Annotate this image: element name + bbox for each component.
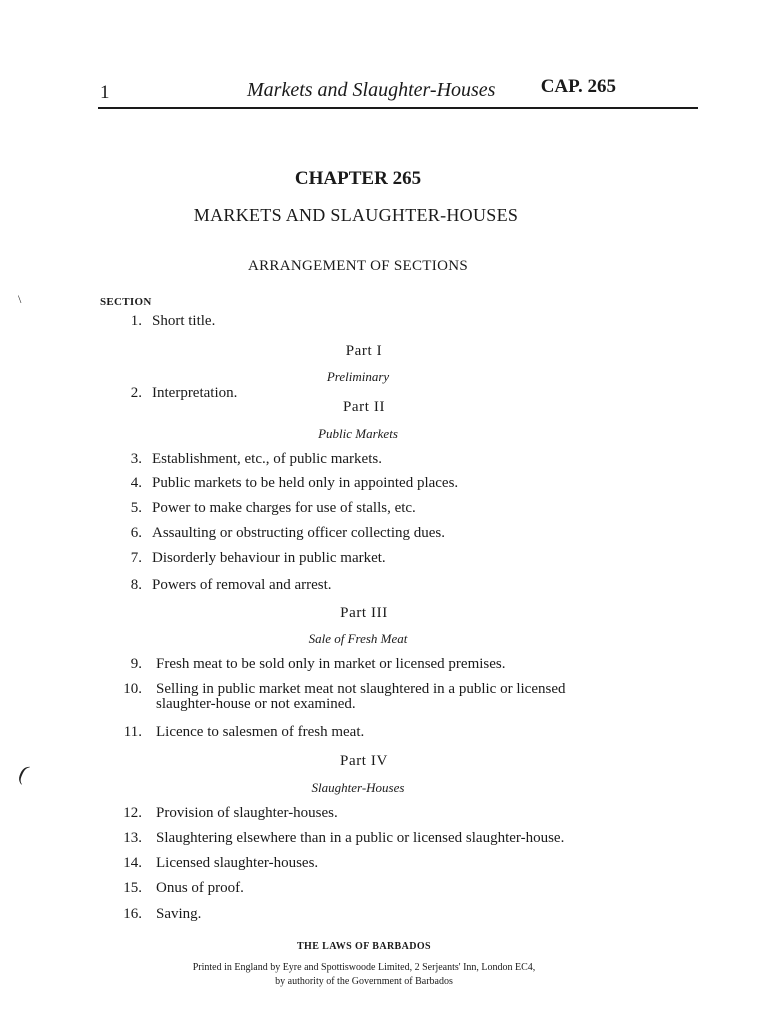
section-title: Provision of slaughter-houses. bbox=[156, 805, 338, 821]
section-number: 13. bbox=[123, 830, 142, 846]
section-number: 2. bbox=[130, 385, 142, 401]
footer-title: THE LAWS OF BARBADOS bbox=[296, 941, 432, 952]
section-title: Short title. bbox=[152, 313, 216, 329]
section-number: 4. bbox=[130, 475, 142, 491]
section-column-label: SECTION bbox=[100, 296, 152, 308]
margin-mark: \ bbox=[18, 292, 22, 306]
section-number: 15. bbox=[123, 880, 142, 896]
part-label: Part I bbox=[345, 343, 383, 359]
footer-printer-line: Printed in England by Eyre and Spottiswoode Limited, 2 Serjeants' Inn, London EC4, bbox=[192, 962, 536, 973]
section-number: 9. bbox=[130, 656, 142, 672]
section-number: 12. bbox=[123, 805, 142, 821]
section-number: 11. bbox=[123, 724, 142, 740]
chapter-cap-number: CAP. 265 bbox=[540, 76, 616, 97]
section-title: Interpretation. bbox=[152, 385, 238, 401]
section-number: 1. bbox=[130, 313, 142, 329]
page-number: 1 bbox=[100, 82, 110, 103]
part-subtitle: Sale of Fresh Meat bbox=[308, 631, 408, 646]
part-label: Part III bbox=[340, 605, 388, 621]
section-title: Establishment, etc., of public markets. bbox=[152, 451, 382, 467]
part-subtitle: Public Markets bbox=[318, 426, 398, 441]
section-title: Disorderly behaviour in public market. bbox=[152, 550, 386, 566]
part-label: Part II bbox=[342, 399, 386, 415]
section-title: Selling in public market meat not slaughtered in a public or licensed bbox=[156, 681, 566, 697]
part-label: Part IV bbox=[340, 753, 388, 769]
section-number: 14. bbox=[123, 855, 142, 871]
section-number: 6. bbox=[130, 525, 142, 541]
part-subtitle: Slaughter-Houses bbox=[311, 780, 405, 795]
section-number: 8. bbox=[130, 577, 142, 593]
act-title: MARKETS AND SLAUGHTER-HOUSES bbox=[193, 205, 519, 225]
part-subtitle: Preliminary bbox=[326, 369, 390, 384]
section-title: Fresh meat to be sold only in market or licensed premises. bbox=[156, 656, 506, 672]
section-number: 7. bbox=[130, 550, 142, 566]
section-title: Powers of removal and arrest. bbox=[152, 577, 332, 593]
running-header bbox=[100, 76, 698, 106]
section-title: Assaulting or obstructing officer collecting dues. bbox=[152, 525, 445, 541]
section-number: 3. bbox=[130, 451, 142, 467]
section-number: 10. bbox=[123, 681, 142, 697]
section-title: Saving. bbox=[156, 906, 202, 922]
section-title: Public markets to be held only in appointed places. bbox=[152, 475, 459, 491]
section-title: Licensed slaughter-houses. bbox=[156, 855, 319, 871]
section-title: Licence to salesmen of fresh meat. bbox=[156, 724, 365, 740]
running-title: Markets and Slaughter-Houses bbox=[247, 79, 496, 101]
section-title-continuation bbox=[156, 696, 636, 713]
chapter-heading: CHAPTER 265 bbox=[294, 168, 422, 189]
section-number: 5. bbox=[130, 500, 142, 516]
margin-mark: ( bbox=[15, 759, 33, 786]
section-title-line2: slaughter-house or not examined. bbox=[156, 696, 356, 712]
section-title: Onus of proof. bbox=[156, 880, 244, 896]
section-title: Power to make charges for use of stalls, etc. bbox=[152, 500, 416, 516]
header-rule bbox=[98, 107, 698, 109]
arrangement-heading: ARRANGEMENT OF SECTIONS bbox=[248, 258, 468, 274]
footer-authority-line: by authority of the Government of Barbados bbox=[275, 976, 453, 987]
section-number: 16. bbox=[123, 906, 142, 922]
section-title: Slaughtering elsewhere than in a public or licensed slaughter-house. bbox=[156, 830, 565, 846]
